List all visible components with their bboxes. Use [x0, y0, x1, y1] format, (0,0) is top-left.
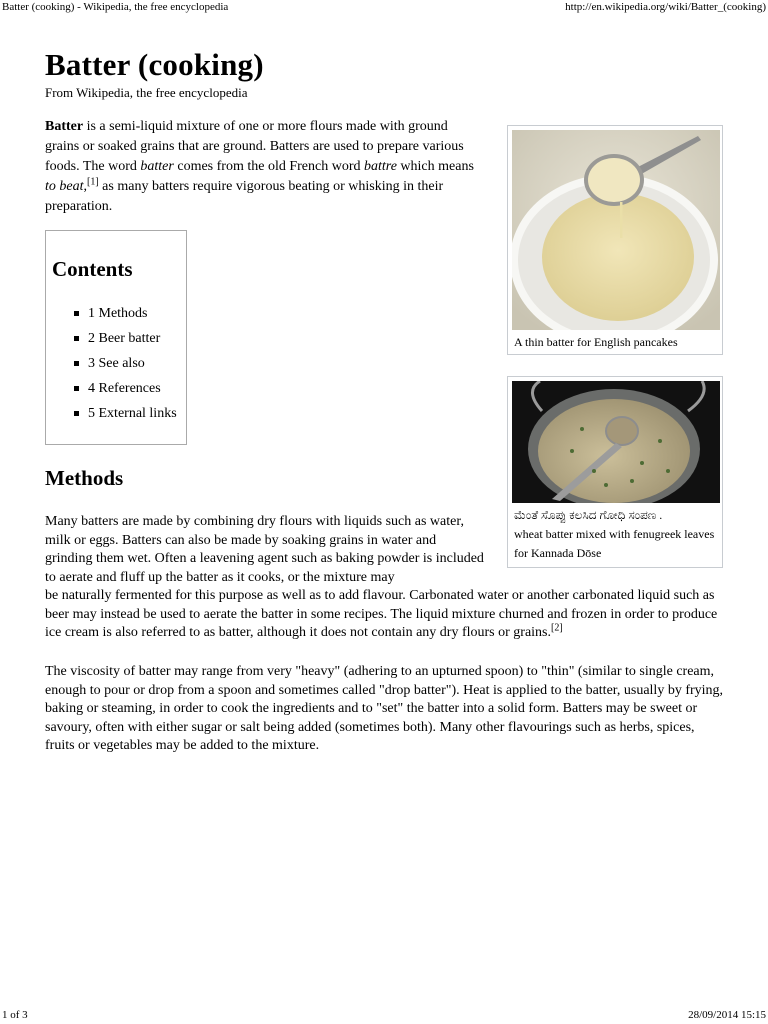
print-header-title: Batter (cooking) - Wikipedia, the free encyclopedia: [2, 1, 229, 13]
toc-item-external-links[interactable]: 5 External links: [74, 401, 177, 426]
figure-wheat-batter: [507, 376, 723, 568]
wheat-batter-image[interactable]: [512, 381, 720, 503]
print-header: [0, 0, 768, 16]
figure-caption-thin-batter: A thin batter for English pancakes: [514, 335, 678, 349]
lead-text-5: as many batters require vigorous beating or whisking in their preparation.: [45, 179, 444, 214]
figure-thin-batter: [507, 125, 723, 355]
lead-paragraph: [45, 117, 485, 217]
toc-item-references[interactable]: 4 References: [74, 376, 177, 401]
page-number: 1 of 3: [2, 1009, 28, 1021]
toc-title: Contents: [52, 257, 133, 281]
article-header: [45, 46, 725, 101]
figure-caption-wheat-batter: [512, 503, 718, 563]
table-of-contents: [45, 230, 187, 445]
lead-text-4: ,: [83, 179, 87, 194]
page-title: Batter (cooking): [45, 47, 264, 82]
section-heading-methods: Methods: [45, 466, 124, 490]
thin-batter-image[interactable]: [512, 130, 720, 330]
methods-paragraph-1b-text: be naturally fermented for this purpose as well as to add flavour. Carbonated water or another carbonated liquid such as beer may instead be used to aerate the batter in some recipes. The liquid mixture churned and frozen in order to produce ice cream is also referred to as batter, although it does not contain any dry flours or grains.: [45, 588, 718, 641]
methods-paragraph-1a: Many batters are made by combining dry flours with liquids such as water, milk or eggs. Batters can also be made by soaking grains in water and grinding them wet. Often a leavening agent such as baking powder is included to aerate and fluff up the batter as it cooks, or the mixture may: [45, 514, 484, 585]
methods-paragraph-2: The viscosity of batter may range from very "heavy" (adhering to an upturned spoon) to "thin" (similar to single cream, enough to pour or drop from a spoon and sometimes called "drop batter"). Heat is applied to the batter, usually by frying, baking or steaming, in order to cook the ingredients and to "set" the batter into a solid form. Batters may be sweet or savoury, often with either sugar or salt being added (sometimes both). Many other flavourings such as herbs, spices, fruits or vegetables may be added to the mixture.: [45, 664, 724, 754]
methods-paragraph-1b: [45, 587, 725, 643]
lead-italic-batter: batter: [140, 159, 174, 174]
print-footer: [0, 1008, 768, 1024]
figure-caption-english: wheat batter mixed with fenugreek leaves for Kannada Dōse: [514, 527, 715, 560]
print-timestamp: 28/09/2014 15:15: [688, 1009, 766, 1021]
figure-caption-kannada: ಮೆಂತೆ ಸೊಪ್ಪು ಕಲಸಿದ ಗೋಧಿ ಸಂಪಣ .: [514, 508, 663, 522]
methods-reference-2[interactable]: [2]: [551, 622, 563, 634]
lead-italic-battre: battre: [363, 159, 397, 174]
lead-italic-to-beat: to beat: [45, 179, 84, 194]
print-header-url: http://en.wikipedia.org/wiki/Batter_(cooking): [565, 1, 766, 13]
toc-list: [74, 301, 177, 426]
toc-item-methods[interactable]: 1 Methods: [74, 301, 177, 326]
lead-text-2: comes from the old French word: [173, 159, 364, 174]
page-subtitle: From Wikipedia, the free encyclopedia: [45, 85, 248, 100]
lead-text-3: which means: [396, 159, 474, 174]
toc-item-beer-batter[interactable]: 2 Beer batter: [74, 326, 177, 351]
lead-reference-1[interactable]: [1]: [87, 176, 99, 188]
toc-item-see-also[interactable]: 3 See also: [74, 351, 177, 376]
lead-bold-term: Batter: [45, 119, 84, 134]
lead-text-1: is a semi-liquid mixture of one or more flours made with ground grains or soaked grains that are ground. Batters are used to prepare various foods. The word: [45, 119, 464, 174]
